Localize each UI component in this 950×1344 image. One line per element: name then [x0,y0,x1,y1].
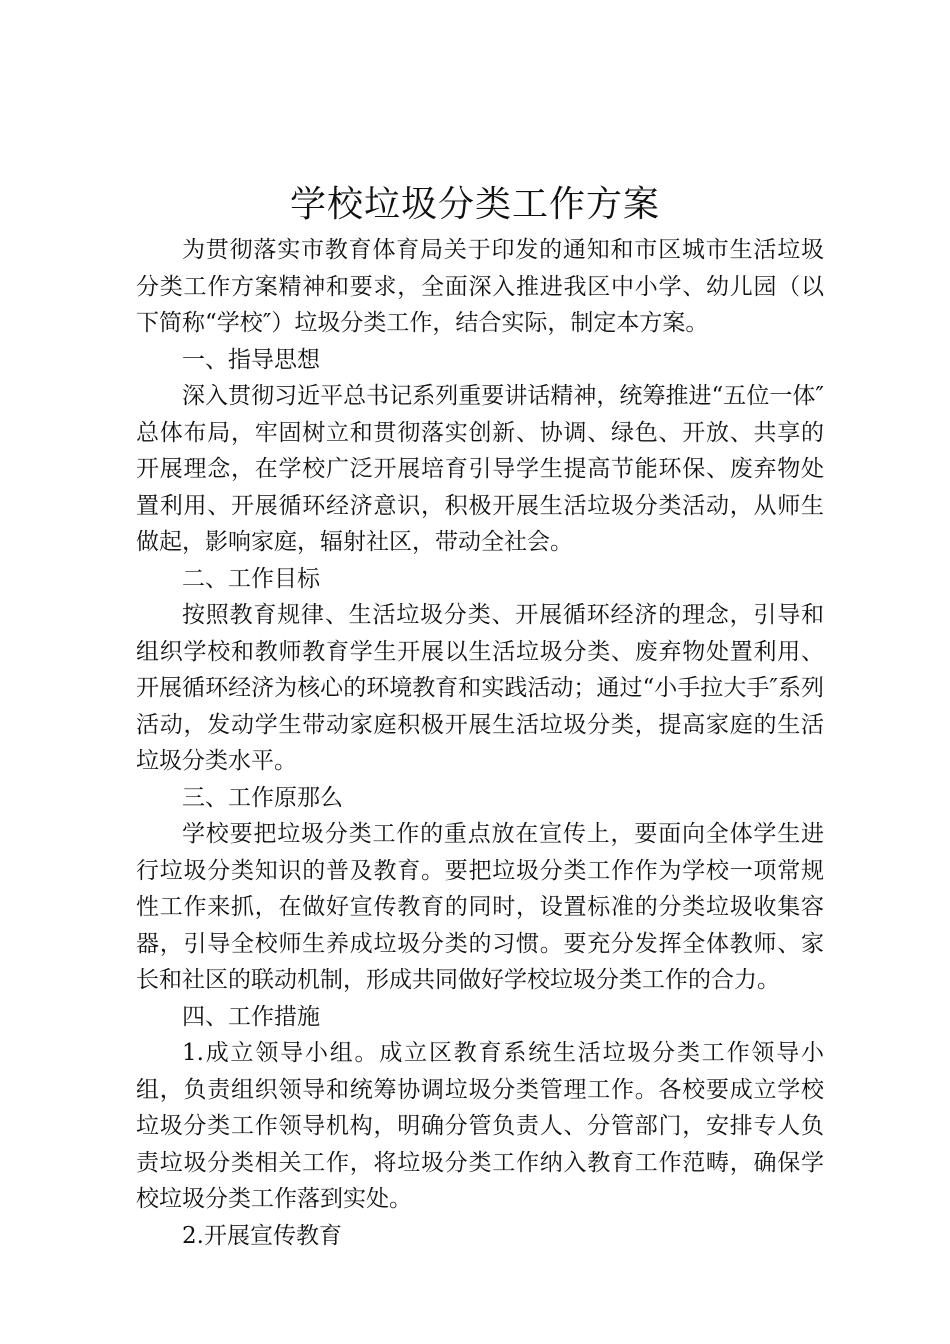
section-heading-work-measures: 四、工作措施 [182,1003,320,1030]
document-body [136,232,824,1254]
intro-paragraph: 为贯彻落实市教育体育局关于印发的通知和市区城市生活垃圾分类工作方案精神和要求，全面深入推进我区中小学、幼儿园（以下简称“学校″）垃圾分类工作，结合实际，制定本方案。 [136,237,824,336]
document-title: 学校垃圾分类工作方案 [289,184,660,225]
section-heading-work-goals: 二、工作目标 [182,565,320,592]
section-heading-guiding-ideology: 一、指导思想 [182,346,320,373]
section-heading-work-principles: 三、工作原那么 [182,784,343,811]
work-goals-paragraph: 按照教育规律、生活垃圾分类、开展循环经济的理念，引导和组织学校和教师教育学生开展以生活垃圾分类、废弃物处置利用、开展循环经济为核心的环境教育和实践活动；通过“小手拉大手″系列活动，发动学生带动家庭积极开展生活垃圾分类，提高家庭的生活垃圾分类水平。 [136,602,824,774]
work-principles-paragraph: 学校要把垃圾分类工作的重点放在宣传上，要面向全体学生进行垃圾分类知识的普及教育。要把垃圾分类工作作为学校一项常规性工作来抓，在做好宣传教育的同时，设置标准的分类垃圾收集容器，引导全校师生养成垃圾分类的习惯。要充分发挥全体教师、家长和社区的联动机制，形成共同做好学校垃圾分类工作的合力。 [136,821,824,993]
measure-2-heading: 2.开展宣传教育 [182,1222,342,1249]
guiding-ideology-paragraph: 深入贯彻习近平总书记系列重要讲话精神，统筹推进“五位一体″总体布局，牢固树立和贯彻落实创新、协调、绿色、开放、共享的开展理念，在学校广泛开展培育引导学生提高节能环保、废弃物处置利用、开展循环经济意识，积极开展生活垃圾分类活动，从师生做起，影响家庭，辐射社区，带动全社会。 [136,383,824,555]
measure-1-paragraph: 1.成立领导小组。成立区教育系统生活垃圾分类工作领导小组，负责组织领导和统筹协调垃圾分类管理工作。各校要成立学校垃圾分类工作领导机构，明确分管负责人、分管部门，安排专人负责垃圾分类相关工作，将垃圾分类工作纳入教育工作范畴，确保学校垃圾分类工作落到实处。 [136,1040,824,1212]
